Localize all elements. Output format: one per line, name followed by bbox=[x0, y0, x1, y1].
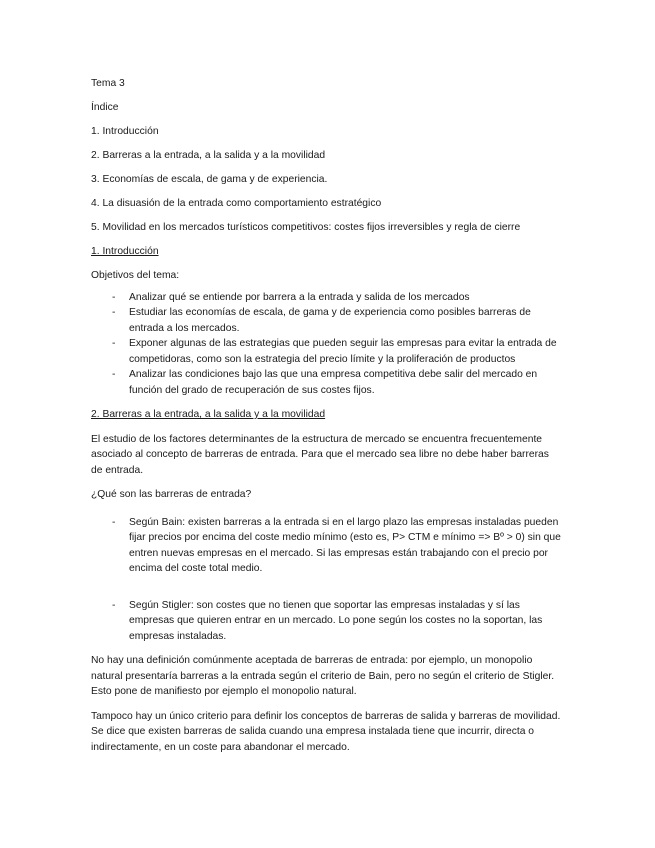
bullet-dash: - bbox=[112, 369, 116, 380]
bullet-dash: - bbox=[112, 599, 116, 611]
definitions-list bbox=[91, 515, 561, 645]
document-content bbox=[91, 76, 561, 755]
index-heading: Índice bbox=[91, 102, 119, 113]
toc-item-3: 3. Economías de escala, de gama y de experiencia. bbox=[91, 174, 328, 185]
toc-item-2: 2. Barreras a la entrada, a la salida y a la movilidad bbox=[91, 150, 326, 161]
section-2-title: 2. Barreras a la entrada, a la salida y a la movilidad bbox=[91, 409, 326, 420]
table-of-contents bbox=[91, 124, 561, 236]
toc-item-1: 1. Introducción bbox=[91, 126, 159, 137]
list-item bbox=[91, 305, 561, 336]
definition-stigler: Según Stigler: son costes que no tienen que soportar las empresas instaladas y sí las empresas que quieren entrar en un mercado. Lo pone según los costes no la soportan, las empresas instaladas. bbox=[129, 599, 543, 642]
objective-text: Analizar las condiciones bajo las que una empresa competitiva debe salir del mercado en función del grado de recuperación de sus costes fijos. bbox=[129, 369, 538, 396]
toc-item-4: 4. La disuasión de la entrada como comportamiento estratégico bbox=[91, 198, 382, 209]
list-item bbox=[91, 367, 561, 398]
bullet-dash: - bbox=[112, 307, 116, 318]
objective-text: Analizar qué se entiende por barrera a la entrada y salida de los mercados bbox=[129, 291, 470, 303]
list-item bbox=[91, 598, 561, 645]
entry-barriers-question: ¿Qué son las barreras de entrada? bbox=[91, 489, 252, 500]
objectives-list bbox=[91, 290, 561, 399]
paragraph-exit-barriers: Tampoco hay un único criterio para definir los conceptos de barreras de salida y barreras de movilidad. Se dice que existen barreras de salida cuando una empresa instalada tiene que incurrir, directa o indirectamente, en un coste para abandonar el mercado. bbox=[91, 710, 561, 753]
list-item bbox=[91, 515, 561, 577]
section-1-title: 1. Introducción bbox=[91, 246, 159, 257]
topic-title: Tema 3 bbox=[91, 78, 125, 89]
objective-text: Estudiar las economías de escala, de gama y de experiencia como posibles barreras de entrada a los mercados. bbox=[129, 307, 531, 334]
section-2-intro: El estudio de los factores determinantes de la estructura de mercado se encuentra frecuentemente asociado al concepto de barreras de entrada. Para que el mercado sea libre no debe haber barreras de entrada. bbox=[91, 433, 549, 476]
objectives-label: Objetivos del tema: bbox=[91, 270, 180, 281]
objective-text: Exponer algunas de las estrategias que pueden seguir las empresas para evitar la entrada de competidoras, como son la estrategia del precio límite y la proliferación de productos bbox=[129, 338, 557, 365]
list-item bbox=[91, 336, 561, 367]
toc-item-5: 5. Movilidad en los mercados turísticos competitivos: costes fijos irreversibles y regla de cierre bbox=[91, 222, 521, 233]
paragraph-definitions: No hay una definición comúnmente aceptada de barreras de entrada: por ejemplo, un monopolio natural presentaría barreras a la entrada según el criterio de Bain, pero no según el criterio de Stigler. Esto pone de manifiesto por ejemplo el monopolio natural. bbox=[91, 655, 555, 697]
definition-bain: Según Bain: existen barreras a la entrada si en el largo plazo las empresas instaladas pueden fijar precios por encima del coste medio mínimo (esto es, P> CTM e mínimo => Bº > 0) sin que entren nuevas empresas en el mercado. Si las empresas están trabajando con el precio por encima del coste total medio. bbox=[129, 516, 561, 574]
list-item bbox=[91, 290, 561, 306]
bullet-dash: - bbox=[112, 338, 116, 349]
bullet-dash: - bbox=[112, 516, 116, 528]
bullet-dash: - bbox=[112, 291, 116, 303]
